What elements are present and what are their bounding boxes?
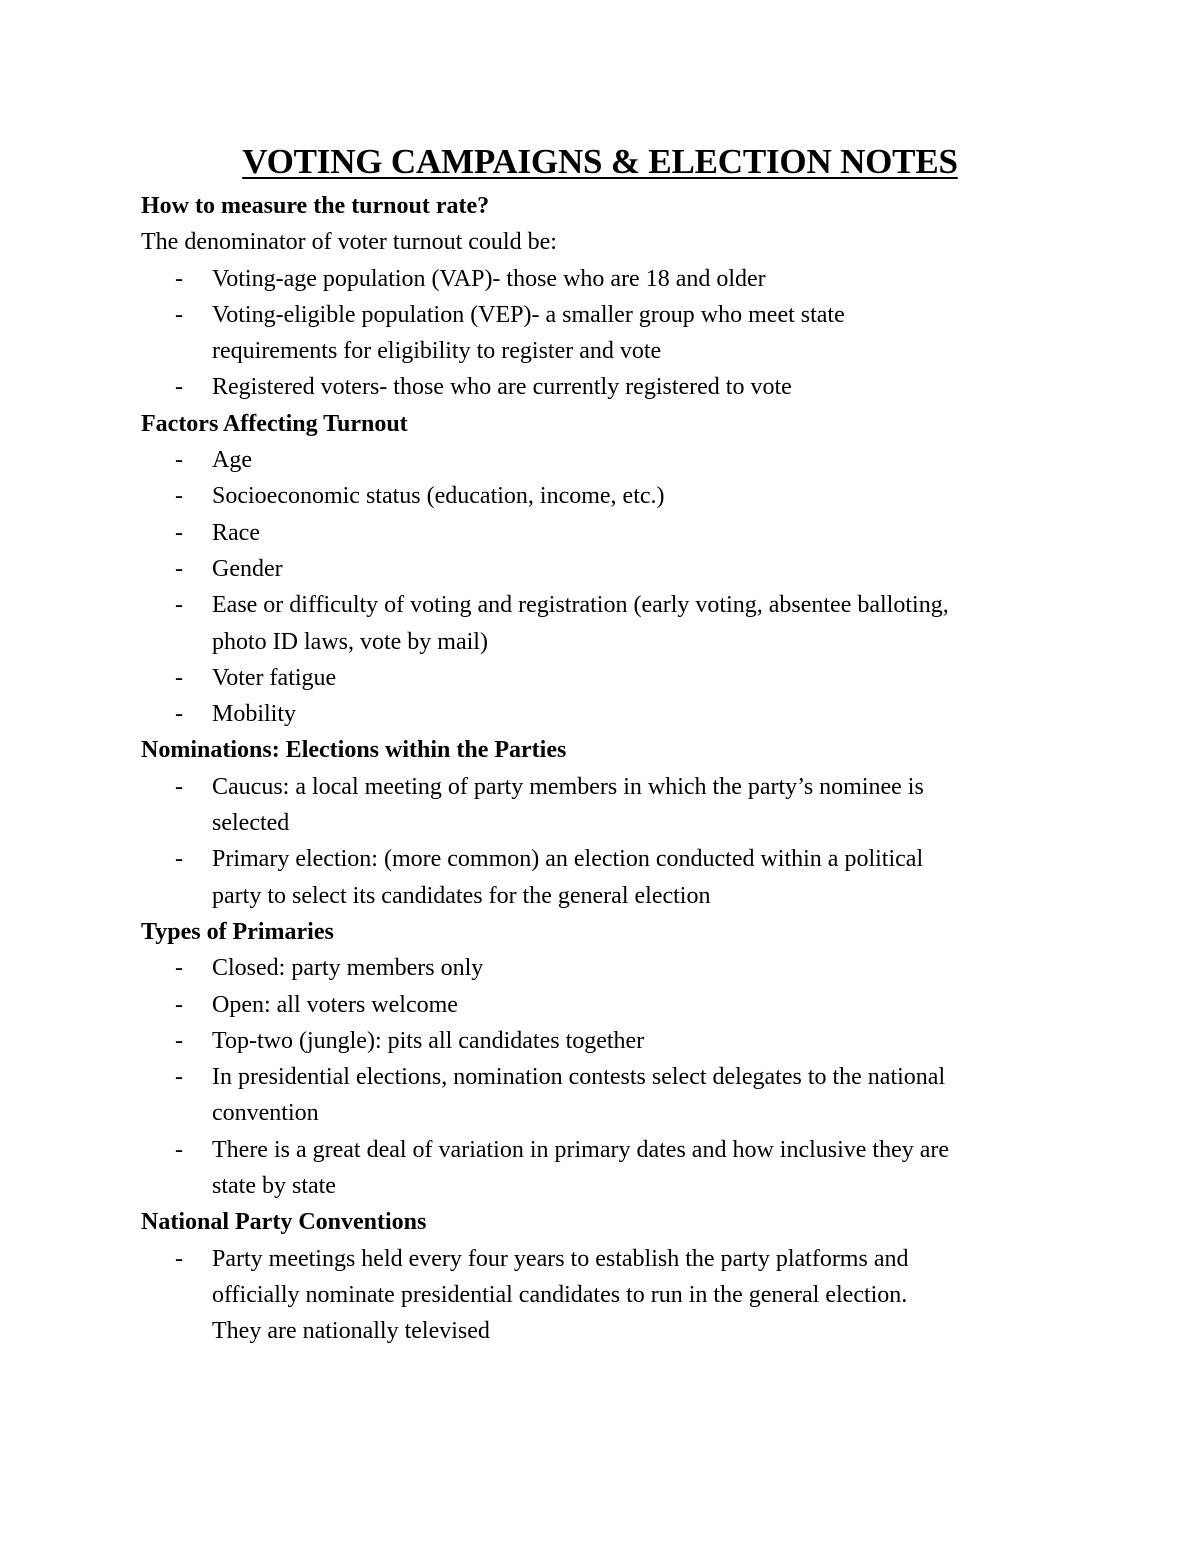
section [141, 188, 1081, 406]
list-item [141, 987, 1081, 1023]
list-item-text: Party meetings held every four years to establish the party platforms and [212, 1245, 909, 1272]
list-item [141, 515, 1081, 551]
document-body [141, 188, 1081, 1350]
list-item-text: Voting-age population (VAP)- those who are 18 and older [212, 265, 766, 292]
list-item [141, 587, 1081, 660]
list-item-text: Ease or difficulty of voting and registration (early voting, absentee balloting, [212, 592, 949, 619]
list-item-text: requirements for eligibility to register and vote [212, 338, 662, 365]
bullet-dash: - [175, 1027, 183, 1054]
list-item-text: convention [212, 1100, 319, 1127]
bullet-dash: - [175, 374, 183, 401]
list-item [141, 696, 1081, 732]
section-heading: How to measure the turnout rate? [141, 193, 490, 219]
list-item [141, 841, 1081, 914]
bullet-dash: - [175, 519, 183, 546]
list-item-text: They are nationally televised [212, 1318, 490, 1345]
list-item-text: In presidential elections, nomination contests select delegates to the national [212, 1064, 946, 1091]
list-item-text: officially nominate presidential candidates to run in the general election. [212, 1281, 908, 1308]
list-item [141, 551, 1081, 587]
section [141, 732, 1081, 913]
list-item-text: party to select its candidates for the general election [212, 882, 711, 909]
section-heading: Nominations: Elections within the Parties [141, 737, 567, 764]
list-item-text: Age [212, 447, 252, 474]
list-item [141, 1132, 1081, 1205]
section-heading: Types of Primaries [141, 918, 334, 945]
bullet-dash: - [175, 1245, 183, 1272]
list-item-text: photo ID laws, vote by mail) [212, 628, 488, 655]
bullet-dash: - [175, 991, 183, 1018]
section-heading: Factors Affecting Turnout [141, 410, 408, 437]
list-item-text: Primary election: (more common) an election conducted within a political [212, 846, 924, 873]
list-item-text: There is a great deal of variation in primary dates and how inclusive they are [212, 1136, 950, 1163]
bullet-dash: - [175, 664, 183, 691]
list-item [141, 478, 1081, 514]
section [141, 914, 1081, 1204]
list-item-text: Mobility [212, 701, 297, 728]
list-item-text: Registered voters- those who are currently registered to vote [212, 374, 792, 401]
list-item [141, 1241, 1081, 1350]
list-item [141, 261, 1081, 297]
section-heading: National Party Conventions [141, 1209, 427, 1236]
bullet-dash: - [175, 592, 183, 619]
list-item [141, 1059, 1081, 1132]
bullet-dash: - [175, 447, 183, 474]
bullet-dash: - [175, 773, 183, 800]
bullet-dash: - [175, 1136, 183, 1163]
list-item-text: Open: all voters welcome [212, 991, 458, 1018]
bullet-dash: - [175, 701, 183, 728]
list-item-text: Closed: party members only [212, 955, 484, 982]
list-item [141, 660, 1081, 696]
list-item [141, 769, 1081, 842]
list-item-text: Gender [212, 555, 283, 582]
list-item [141, 442, 1081, 478]
section [141, 1204, 1081, 1349]
list-item [141, 950, 1081, 986]
document-title: VOTING CAMPAIGNS & ELECTION NOTES [242, 142, 958, 181]
bullet-dash: - [175, 555, 183, 582]
list-item-text: Caucus: a local meeting of party members in which the party’s nominee is [212, 773, 924, 800]
bullet-dash: - [175, 846, 183, 873]
list-item [141, 369, 1081, 405]
section-intro: The denominator of voter turnout could be: [141, 229, 557, 256]
list-item [141, 1023, 1081, 1059]
list-item [141, 297, 1081, 370]
bullet-dash: - [175, 301, 183, 328]
list-item-text: Top-two (jungle): pits all candidates together [212, 1027, 645, 1054]
list-item-text: selected [212, 810, 290, 837]
list-item-text: Voter fatigue [212, 664, 337, 691]
list-item-text: state by state [212, 1173, 336, 1200]
bullet-dash: - [175, 483, 183, 510]
list-item-text: Voting-eligible population (VEP)- a smaller group who meet state [212, 301, 845, 328]
list-item-text: Socioeconomic status (education, income, etc.) [212, 483, 665, 510]
list-item-text: Race [212, 519, 260, 546]
section [141, 406, 1081, 733]
bullet-dash: - [175, 265, 183, 292]
bullet-dash: - [175, 1064, 183, 1091]
bullet-dash: - [175, 955, 183, 982]
